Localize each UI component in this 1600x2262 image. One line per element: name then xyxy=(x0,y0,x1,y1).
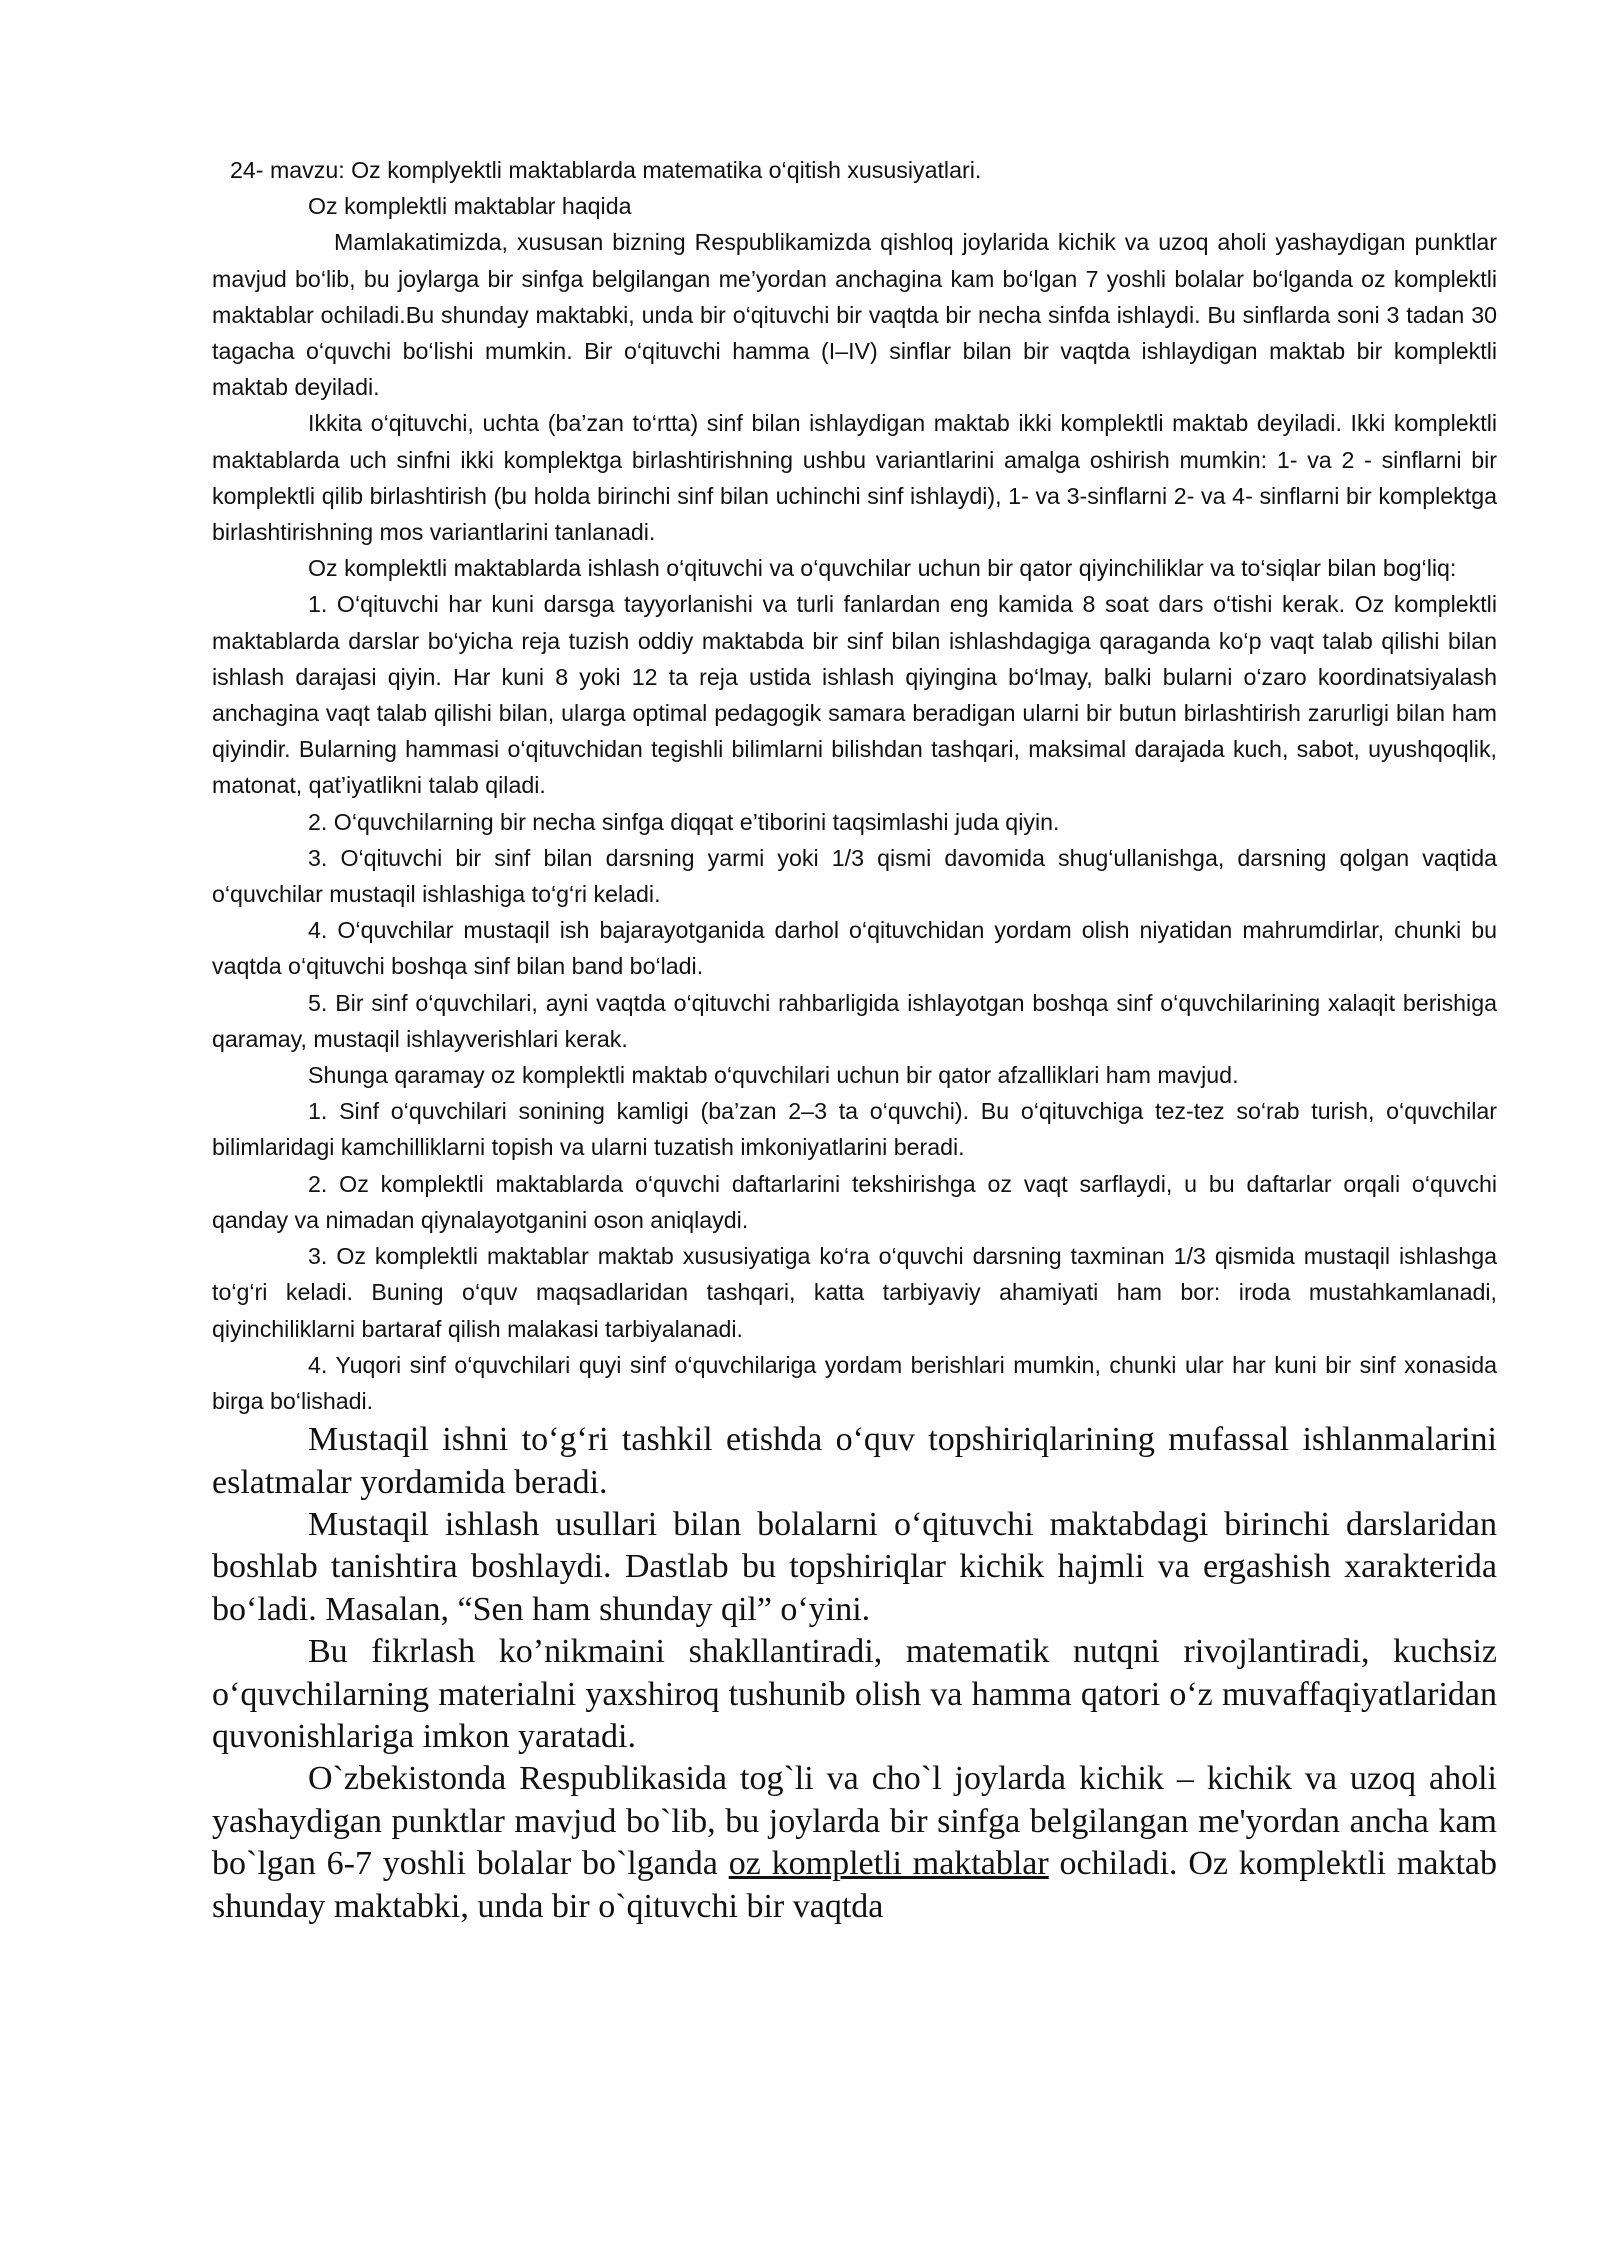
paragraph-advantages: Shunga qaramay oz komplektli maktab o‘quvchilari uchun bir qator afzalliklari ham mavjud. xyxy=(308,1062,1239,1089)
paragraph-intro: Mamlakatimizda, xususan bizning Respublikamizda qishloq joylarida kichik va uzoq aholi yashaydigan punktlar mavjud bo‘lib, bu joylarga bir sinfga belgilangan me’yordan anchagina kam bo‘lgan 7 yoshli bolalar bo‘lganda oz komplektli maktablar ochiladi.Bu shunday maktabki, unda bir o‘qituvchi bir vaqtda bir necha sinfda ishlaydi. Bu sinflarda soni 3 tadan 30 tagacha o‘quvchi bo‘lishi mumkin. Bir o‘qituvchi hamma (I–IV) sinflar bilan bir vaqtda ishlaydigan maktab bir komplektli maktab deyiladi. xyxy=(212,229,1497,401)
advantage-item-3: 3. Oz komplektli maktablar maktab xususiyatiga ko‘ra o‘quvchi darsning taxminan 1/3 qismida mustaqil ishlashga to‘g‘ri keladi. Buning o‘quv maqsadlaridan tashqari, katta tarbiyaviy ahamiyati ham bor: iroda mustahkamlanadi, qiyinchiliklarni bartaraf qilish malakasi tarbiyalanadi. xyxy=(212,1243,1497,1342)
underlined-phrase: oz kompletli maktablar xyxy=(728,1845,1049,1883)
last-paragraph-text: O`zbekistonda Respublikasida tog`li va cho`l joylarda kichik – kichik va uzoq aholi yashaydigan punktlar mavjud bo`lib, bu joylarda bir sinfga belgilangan me'yordan ancha kam bo`lgan 6-7 yoshli bolalar bo`lganda xyxy=(212,1760,1497,1883)
advantage-item-4: 4. Yuqori sinf o‘quvchilari quyi sinf o‘quvchilariga yordam berishlari mumkin, chunki ular har kuni bir sinf xonasida birga bo‘lishadi. xyxy=(212,1351,1497,1414)
difficulty-item-2: 2. O‘quvchilarning bir necha sinfga diqqat e’tiborini taqsimlashi juda qiyin. xyxy=(308,808,1060,835)
difficulty-item-4: 4. O‘quvchilar mustaqil ish bajarayotganida darhol o‘qituvchidan yordam olish niyatidan mahrumdirlar, chunki bu vaqtda o‘qituvchi boshqa sinf bilan band bo‘ladi. xyxy=(212,917,1497,980)
difficulty-item-5: 5. Bir sinf o‘quvchilari, ayni vaqtda o‘qituvchi rahbarligida ishlayotgan boshqa sinf o‘quvchilarining xalaqit berishiga qaramay, mustaqil ishlayverishlari kerak. xyxy=(212,989,1497,1052)
document-body xyxy=(212,152,1497,1928)
paragraph-two-komplekt: Ikkita o‘qituvchi, uchta (ba’zan to‘rtta) sinf bilan ishlaydigan maktab ikki komplektli maktab deyiladi. Ikki komplektli maktablarda uch sinfni ikki komplektga birlashtirishning ushbu variantlarini amalga oshirish mumkin: 1- va 2 - sinflarni bir komplektli qilib birlashtirish (bu holda birinchi sinf bilan uchinchi sinf ishlaydi), 1- va 3-sinflarni 2- va 4- sinflarni bir komplektga birlashtirishning mos variantlarini tanlanadi. xyxy=(212,410,1497,546)
advantage-item-2: 2. Oz komplektli maktablarda o‘quvchi daftarlarini tekshirishga oz vaqt sarflaydi, u bu daftarlar orqali o‘quvchi qanday va nimadan qiynalayotganini oson aniqlaydi. xyxy=(212,1170,1497,1233)
paragraph-difficulties: Oz komplektli maktablarda ishlash o‘qituvchi va o‘quvchilar uchun bir qator qiyinchiliklar va to‘siqlar bilan bog‘liq: xyxy=(308,555,1457,582)
document-title: 24- mavzu: Oz komplyektli maktablarda matematika o‘qitish xususiyatlari. xyxy=(230,157,982,183)
serif-paragraph-2: Mustaqil ishlash usullari bilan bolalarni o‘qituvchi maktabdagi birinchi darslaridan boshlab tanishtira boshlaydi. Dastlab bu topshiriqlar kichik hajmli va ergashish xarakterida bo‘ladi. Masalan, “Sen ham shunday qil” o‘yini. xyxy=(212,1505,1497,1628)
advantage-item-1: 1. Sinf o‘quvchilari sonining kamligi (ba’zan 2–3 ta o‘quvchi). Bu o‘qituvchiga tez-tez so‘rab turish, o‘quvchilar bilimlaridagi kamchilliklarni topish va ularni tuzatish imkoniyatlarini beradi. xyxy=(212,1098,1497,1161)
difficulty-item-3: 3. O‘qituvchi bir sinf bilan darsning yarmi yoki 1/3 qismi davomida shug‘ullanishga, darsning qolgan vaqtida o‘quvchilar mustaqil ishlashiga to‘g‘ri keladi. xyxy=(212,844,1497,908)
difficulty-item-1: 1. O‘qituvchi har kuni darsga tayyorlanishi va turli fanlardan eng kamida 8 soat dars o‘tishi kerak. Oz komplektli maktablarda darslar bo‘yicha reja tuzish oddiy maktabda bir sinf bilan ishlashdagiga qaraganda ko‘p vaqt talab qilishi bilan ishlash darajasi qiyin. Har kuni 8 yoki 12 ta reja ustida ishlash qiyingina bo‘lmay, balki bularni o‘zaro koordinatsiyalash anchagina vaqt talab qilishi bilan, ularga optimal pedagogik samara beradigan ularni bir butun birlashtirish zarurligi bilan ham qiyindir. Bularning hammasi o‘qituvchidan tegishli bilimlarni bilishdan tashqari, maksimal darajada kuch, sabot, uyushqoqlik, matonat, qat’iyatlikni talab qiladi. xyxy=(212,591,1497,799)
serif-paragraph-4 xyxy=(212,1758,1497,1928)
serif-paragraph-1: Mustaqil ishni to‘g‘ri tashkil etishda o‘quv topshiriqlarining mufassal ishlanmalarini eslatmalar yordamida beradi. xyxy=(212,1421,1497,1501)
document-subtitle: Oz komplektli maktablar haqida xyxy=(308,193,632,220)
last-paragraph-tail: ochiladi. Oz komplektli maktab shunday maktabki, unda bir o`qituvchi bir vaqtda xyxy=(212,1845,1498,1925)
serif-paragraph-3: Bu fikrlash ko’nikmaini shakllantiradi, matematik nutqni rivojlantiradi, kuchsiz o‘quvchilarning materialni yaxshiroq tushunib olish va hamma qatori o‘z muvaffaqiyatlaridan quvonishlariga imkon yaratadi. xyxy=(212,1633,1497,1755)
